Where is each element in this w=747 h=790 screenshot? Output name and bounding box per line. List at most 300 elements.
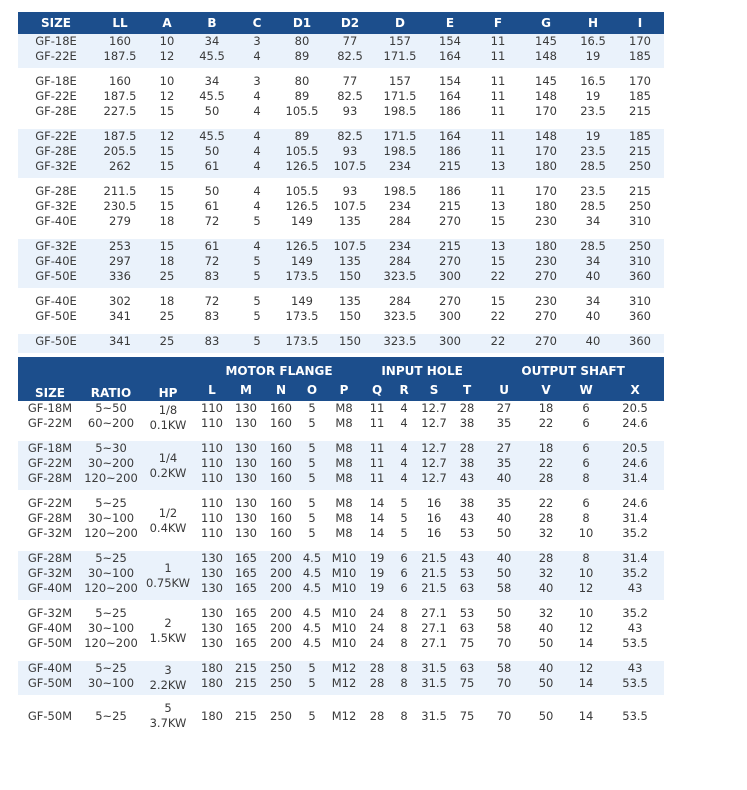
row-group xyxy=(18,239,664,288)
value-cell: 24 xyxy=(369,621,385,635)
value-cell: 107.5 xyxy=(326,239,374,254)
value-cell: 198.5 xyxy=(383,184,417,198)
sub-header-cell: W xyxy=(566,379,606,401)
value-cell: 72 xyxy=(204,214,220,228)
value-cell: 93 xyxy=(326,144,374,159)
value-cell: 5 xyxy=(400,511,408,525)
value-cell: 173.5 xyxy=(278,269,326,288)
size-cell: GF-22M xyxy=(18,456,82,471)
value-cell: M8 xyxy=(335,526,353,540)
value-cell: 5 xyxy=(298,676,326,695)
sub-header-cell: R xyxy=(392,379,416,401)
value-cell: 107.5 xyxy=(333,199,367,213)
value-cell: 250 xyxy=(629,199,651,213)
header-cell: D2 xyxy=(326,12,374,34)
table-row xyxy=(18,34,664,49)
value-cell: M10 xyxy=(326,551,362,566)
header-hp: HP xyxy=(140,357,196,401)
table-row xyxy=(18,566,664,581)
size-cell: GF-40E xyxy=(35,214,77,228)
value-cell: 215 xyxy=(235,708,257,723)
value-cell: 173.5 xyxy=(285,309,319,323)
value-cell: 205.5 xyxy=(94,144,146,159)
value-cell: 15 xyxy=(146,144,188,159)
header-cell: G xyxy=(522,12,570,34)
value-cell: 35.2 xyxy=(606,566,664,581)
power-kw-value: 2.2KW xyxy=(149,678,187,692)
value-cell: 130 xyxy=(235,511,257,525)
value-cell: 126.5 xyxy=(285,199,319,213)
value-cell: 171.5 xyxy=(383,89,417,103)
value-cell: 145 xyxy=(522,34,570,49)
ratio-cell: 30~200 xyxy=(82,456,140,471)
value-cell: 61 xyxy=(204,199,220,213)
table-row xyxy=(18,309,664,328)
value-cell: 6 xyxy=(566,441,606,456)
value-cell: 72 xyxy=(188,254,236,269)
value-cell: 20.5 xyxy=(622,401,648,415)
hp-cell xyxy=(140,661,196,695)
row-group xyxy=(18,606,664,655)
value-cell: 19 xyxy=(362,581,392,600)
table-row xyxy=(18,159,664,178)
value-cell: 250 xyxy=(616,239,664,254)
table-row xyxy=(18,239,664,254)
value-cell: 360 xyxy=(629,309,651,323)
value-cell: 180 xyxy=(522,159,570,178)
value-cell: 14 xyxy=(369,526,385,540)
value-cell: 34 xyxy=(570,254,616,269)
ratio-cell: 30~100 xyxy=(87,511,135,525)
value-cell: 4 xyxy=(236,159,278,178)
value-cell: 38 xyxy=(459,496,475,510)
sub-header-cell: O xyxy=(298,379,326,401)
value-cell: 13 xyxy=(474,159,522,178)
value-cell: 187.5 xyxy=(94,129,146,144)
value-cell: 5 xyxy=(308,496,316,510)
value-cell: 14 xyxy=(578,636,594,650)
sub-header-cell: P xyxy=(326,379,362,401)
power-kw-value: 0.1KW xyxy=(149,418,187,432)
value-cell: 164 xyxy=(426,129,474,144)
value-cell: 53.5 xyxy=(606,676,664,695)
value-cell: 300 xyxy=(439,309,461,323)
value-cell: 5 xyxy=(308,416,316,430)
value-cell: 150 xyxy=(326,334,374,353)
value-cell: 4 xyxy=(400,401,408,415)
value-cell: 11 xyxy=(474,129,522,144)
value-cell: 15 xyxy=(159,199,175,213)
value-cell: 160 xyxy=(270,511,292,525)
value-cell: 165 xyxy=(235,621,257,635)
value-cell: 150 xyxy=(326,269,374,288)
size-cell: GF-18M xyxy=(27,401,73,415)
value-cell: 31.5 xyxy=(416,676,452,695)
value-cell: 82.5 xyxy=(337,89,363,103)
value-cell: 170 xyxy=(522,144,570,159)
value-cell: 75 xyxy=(452,676,482,695)
value-cell: 12.7 xyxy=(416,456,452,471)
value-cell: 28 xyxy=(362,661,392,676)
hp-value: 5 xyxy=(164,701,172,715)
sub-header-cell: Q xyxy=(362,379,392,401)
value-cell: 50 xyxy=(204,104,220,118)
value-cell: 157 xyxy=(374,34,426,49)
value-cell: 10 xyxy=(578,606,594,620)
value-cell: 50 xyxy=(538,708,554,723)
value-cell: 187.5 xyxy=(103,89,137,103)
value-cell: 35.2 xyxy=(622,526,648,540)
table-row xyxy=(18,551,664,566)
row-group xyxy=(18,294,664,328)
value-cell: 165 xyxy=(235,636,257,650)
value-cell: 284 xyxy=(389,214,411,228)
ratio-cell: 5~25 xyxy=(95,496,127,510)
value-cell: 171.5 xyxy=(374,49,426,68)
value-cell: 110 xyxy=(201,496,223,510)
value-cell: 18 xyxy=(146,254,188,269)
table-row xyxy=(18,89,664,104)
value-cell: 75 xyxy=(459,708,475,723)
table-row xyxy=(18,701,664,735)
value-cell: 45.5 xyxy=(199,89,225,103)
value-cell: 19 xyxy=(362,551,392,566)
value-cell: 8 xyxy=(400,621,408,635)
value-cell: 28 xyxy=(526,471,566,490)
value-cell: 38 xyxy=(459,416,475,430)
size-cell: GF-28M xyxy=(18,471,82,490)
hp-cell xyxy=(140,496,196,545)
value-cell: 135 xyxy=(339,214,361,228)
value-cell: 4 xyxy=(253,89,261,103)
row-group xyxy=(18,401,664,435)
value-cell: 157 xyxy=(389,74,411,88)
value-cell: 19 xyxy=(570,49,616,68)
value-cell: 211.5 xyxy=(103,184,137,198)
value-cell: 82.5 xyxy=(326,129,374,144)
row-group xyxy=(18,496,664,545)
value-cell: 130 xyxy=(235,401,257,415)
value-cell: 4.5 xyxy=(302,636,322,650)
value-cell: 250 xyxy=(264,661,298,676)
size-cell: GF-32M xyxy=(27,606,73,620)
table-row xyxy=(18,184,664,199)
size-cell: GF-32E xyxy=(18,239,94,254)
value-cell: 43 xyxy=(606,581,664,600)
value-cell: 63 xyxy=(452,661,482,676)
value-cell: 148 xyxy=(522,129,570,144)
value-cell: 148 xyxy=(535,89,557,103)
header-cell: I xyxy=(616,12,664,34)
value-cell: 130 xyxy=(235,416,257,430)
size-cell: GF-40M xyxy=(27,621,73,635)
value-cell: 160 xyxy=(264,456,298,471)
sub-header-cell: U xyxy=(482,379,526,401)
value-cell: 93 xyxy=(342,184,358,198)
value-cell: 341 xyxy=(94,334,146,353)
value-cell: 5 xyxy=(236,254,278,269)
value-cell: 18 xyxy=(526,441,566,456)
value-cell: 11 xyxy=(474,144,522,159)
hp-value: 1/8 xyxy=(158,403,178,417)
value-cell: 43 xyxy=(459,511,475,525)
value-cell: 93 xyxy=(342,104,358,118)
value-cell: 50 xyxy=(482,566,526,581)
value-cell: 32 xyxy=(538,606,554,620)
value-cell: 180 xyxy=(535,199,557,213)
size-cell: GF-40E xyxy=(35,294,77,308)
value-cell: 126.5 xyxy=(278,239,326,254)
value-cell: 50 xyxy=(496,606,512,620)
table-row xyxy=(18,214,664,233)
value-cell: 8 xyxy=(400,708,408,723)
value-cell: 185 xyxy=(629,89,651,103)
value-cell: 11 xyxy=(362,456,392,471)
table2-header-row-top xyxy=(18,357,664,379)
value-cell: M10 xyxy=(326,566,362,581)
value-cell: 145 xyxy=(535,74,557,88)
value-cell: 18 xyxy=(538,401,554,415)
value-cell: 5 xyxy=(298,661,326,676)
value-cell: 12 xyxy=(146,129,188,144)
value-cell: 43 xyxy=(452,551,482,566)
value-cell: 43 xyxy=(452,471,482,490)
table-row xyxy=(18,511,664,526)
size-cell: GF-32E xyxy=(35,199,77,213)
value-cell: 77 xyxy=(342,74,358,88)
value-cell: 31.4 xyxy=(606,551,664,566)
value-cell: 35 xyxy=(496,496,512,510)
value-cell: 25 xyxy=(159,309,175,323)
hp-cell xyxy=(140,606,196,655)
value-cell: 89 xyxy=(294,89,310,103)
value-cell: 270 xyxy=(439,214,461,228)
value-cell: 215 xyxy=(616,144,664,159)
sub-header-cell: V xyxy=(526,379,566,401)
hp-value: 1 xyxy=(164,560,172,575)
size-cell: GF-50M xyxy=(18,676,82,695)
value-cell: 186 xyxy=(439,104,461,118)
value-cell: 5 xyxy=(298,456,326,471)
header-cell: D1 xyxy=(278,12,326,34)
value-cell: 28 xyxy=(362,676,392,695)
hp-cell xyxy=(140,551,196,600)
value-cell: 173.5 xyxy=(278,334,326,353)
value-cell: 19 xyxy=(570,129,616,144)
header-cell: LL xyxy=(94,12,146,34)
header-cell: B xyxy=(188,12,236,34)
value-cell: 160 xyxy=(264,471,298,490)
sub-header-cell: S xyxy=(416,379,452,401)
value-cell: 23.5 xyxy=(580,104,606,118)
value-cell: 4 xyxy=(253,104,261,118)
value-cell: 15 xyxy=(490,214,506,228)
table-row xyxy=(18,621,664,636)
value-cell: 31.4 xyxy=(606,471,664,490)
value-cell: 31.5 xyxy=(416,661,452,676)
value-cell: 12 xyxy=(146,49,188,68)
value-cell: 5 xyxy=(253,214,261,228)
size-cell: GF-50M xyxy=(27,636,73,650)
value-cell: 234 xyxy=(374,159,426,178)
dimension-table-e-series xyxy=(18,12,664,353)
value-cell: 279 xyxy=(109,214,131,228)
value-cell: 28 xyxy=(526,551,566,566)
size-cell: GF-40M xyxy=(18,661,82,676)
value-cell: 160 xyxy=(264,441,298,456)
table-row xyxy=(18,581,664,600)
value-cell: 130 xyxy=(235,526,257,540)
value-cell: 323.5 xyxy=(374,269,426,288)
row-group xyxy=(18,184,664,233)
value-cell: 4 xyxy=(236,239,278,254)
value-cell: 61 xyxy=(188,239,236,254)
size-cell: GF-28M xyxy=(18,551,82,566)
value-cell: 40 xyxy=(538,621,554,635)
value-cell: 164 xyxy=(439,89,461,103)
value-cell: 130 xyxy=(235,496,257,510)
sub-header-cell: M xyxy=(228,379,264,401)
value-cell: 154 xyxy=(439,74,461,88)
value-cell: 284 xyxy=(389,294,411,308)
value-cell: 170 xyxy=(535,184,557,198)
value-cell: 180 xyxy=(196,661,228,676)
value-cell: 165 xyxy=(235,606,257,620)
value-cell: 215 xyxy=(228,676,264,695)
value-cell: 253 xyxy=(94,239,146,254)
value-cell: M10 xyxy=(331,606,357,620)
value-cell: 14 xyxy=(369,496,385,510)
value-cell: 5 xyxy=(308,526,316,540)
value-cell: 53.5 xyxy=(622,708,648,723)
value-cell: 15 xyxy=(146,159,188,178)
row-group xyxy=(18,441,664,490)
hp-cell xyxy=(140,401,196,435)
value-cell: 28.5 xyxy=(570,159,616,178)
value-cell: 5 xyxy=(308,511,316,525)
value-cell: 200 xyxy=(264,566,298,581)
table-row xyxy=(18,104,664,123)
table-row xyxy=(18,129,664,144)
value-cell: 15 xyxy=(159,104,175,118)
value-cell: 12 xyxy=(566,581,606,600)
value-cell: M8 xyxy=(326,456,362,471)
value-cell: 165 xyxy=(228,566,264,581)
value-cell: 35.2 xyxy=(622,606,648,620)
value-cell: 107.5 xyxy=(326,159,374,178)
ratio-cell: 30~100 xyxy=(87,621,135,635)
value-cell: 31.5 xyxy=(421,708,447,723)
value-cell: 53.5 xyxy=(622,636,648,650)
ratio-cell: 5~25 xyxy=(82,661,140,676)
size-cell: GF-40M xyxy=(18,581,82,600)
value-cell: 83 xyxy=(188,269,236,288)
value-cell: 5 xyxy=(308,401,316,415)
value-cell: 270 xyxy=(522,334,570,353)
value-cell: 323.5 xyxy=(374,334,426,353)
value-cell: 6 xyxy=(392,566,416,581)
value-cell: M8 xyxy=(335,416,353,430)
value-cell: 11 xyxy=(490,89,506,103)
value-cell: 21.5 xyxy=(416,551,452,566)
value-cell: 12 xyxy=(159,89,175,103)
value-cell: 215 xyxy=(629,184,651,198)
value-cell: 5 xyxy=(400,496,408,510)
value-cell: 300 xyxy=(426,269,474,288)
value-cell: 82.5 xyxy=(326,49,374,68)
value-cell: 6 xyxy=(582,401,590,415)
table-row xyxy=(18,676,664,695)
ratio-cell: 120~200 xyxy=(82,471,140,490)
value-cell: 53 xyxy=(459,606,475,620)
size-cell: GF-28E xyxy=(18,144,94,159)
value-cell: 297 xyxy=(94,254,146,269)
hp-value: 3 xyxy=(164,663,172,677)
value-cell: 186 xyxy=(426,144,474,159)
value-cell: 8 xyxy=(566,471,606,490)
value-cell: 34 xyxy=(204,74,220,88)
value-cell: 250 xyxy=(264,676,298,695)
size-cell: GF-28E xyxy=(35,104,77,118)
value-cell: 310 xyxy=(616,254,664,269)
value-cell: 149 xyxy=(291,214,313,228)
value-cell: 50 xyxy=(188,144,236,159)
value-cell: 200 xyxy=(264,581,298,600)
value-cell: 18 xyxy=(159,294,175,308)
value-cell: 40 xyxy=(570,334,616,353)
value-cell: 230.5 xyxy=(103,199,137,213)
value-cell: 8 xyxy=(392,676,416,695)
value-cell: 14 xyxy=(578,708,594,723)
value-cell: M12 xyxy=(326,676,362,695)
size-cell: GF-50E xyxy=(18,334,94,353)
value-cell: 234 xyxy=(374,239,426,254)
value-cell: 23.5 xyxy=(580,184,606,198)
table-row xyxy=(18,49,664,68)
value-cell: 215 xyxy=(629,104,651,118)
value-cell: 160 xyxy=(270,401,292,415)
value-cell: 15 xyxy=(474,254,522,269)
size-cell: GF-18E xyxy=(18,34,94,49)
value-cell: 250 xyxy=(270,708,292,723)
value-cell: 75 xyxy=(459,636,475,650)
value-cell: 18 xyxy=(159,214,175,228)
value-cell: 12.7 xyxy=(421,416,447,430)
value-cell: 22 xyxy=(490,309,506,323)
value-cell: 230 xyxy=(535,294,557,308)
value-cell: 5 xyxy=(298,441,326,456)
row-group xyxy=(18,701,664,735)
value-cell: 70 xyxy=(496,636,512,650)
value-cell: 77 xyxy=(326,34,374,49)
value-cell: 40 xyxy=(482,551,526,566)
value-cell: 16.5 xyxy=(580,74,606,88)
value-cell: 160 xyxy=(94,34,146,49)
value-cell: 35 xyxy=(482,456,526,471)
table-row xyxy=(18,144,664,159)
value-cell: 5 xyxy=(236,269,278,288)
value-cell: 15 xyxy=(159,184,175,198)
sub-header-cell: X xyxy=(606,379,664,401)
value-cell: 5 xyxy=(253,309,261,323)
value-cell: 5 xyxy=(308,708,316,723)
value-cell: 160 xyxy=(109,74,131,88)
value-cell: 150 xyxy=(339,309,361,323)
table-row xyxy=(18,661,664,676)
value-cell: 27 xyxy=(496,401,512,415)
value-cell: 28 xyxy=(459,401,475,415)
size-cell: GF-50E xyxy=(35,309,77,323)
